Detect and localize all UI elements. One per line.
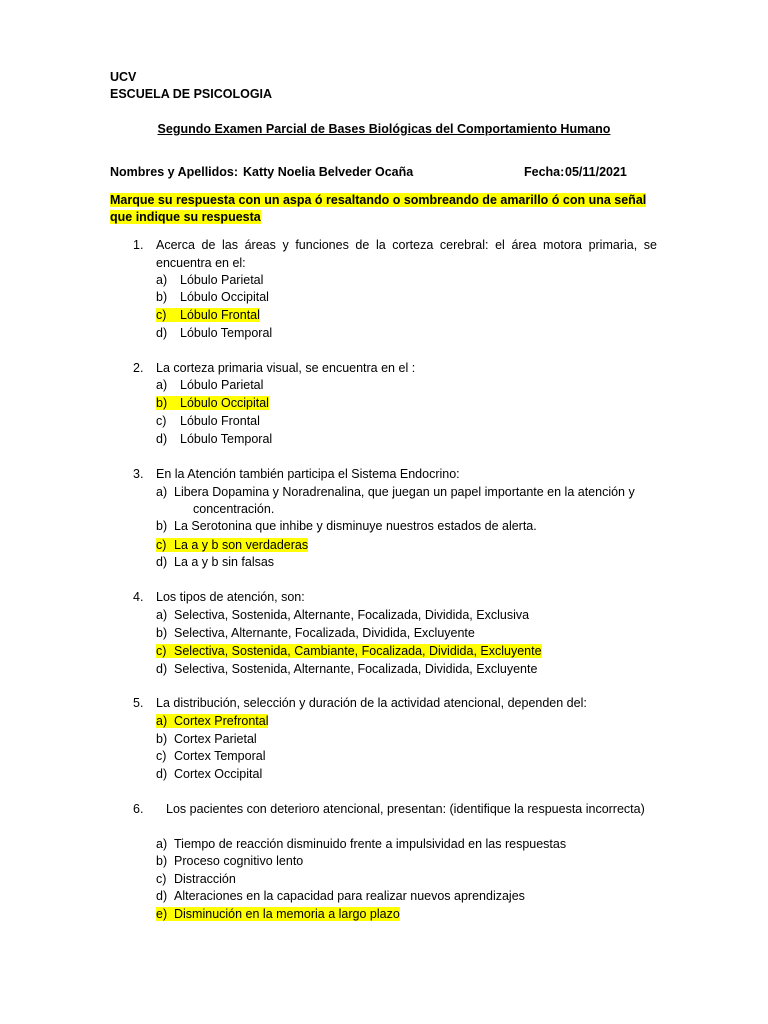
student-name: Katty Noelia Belveder Ocaña bbox=[243, 165, 414, 179]
option-text: La a y b son verdaderas bbox=[174, 538, 309, 552]
option-d[interactable] bbox=[156, 431, 272, 448]
option-c[interactable] bbox=[156, 748, 265, 765]
question-number: 3. bbox=[133, 467, 144, 481]
option-letter: b) bbox=[156, 854, 168, 868]
question-text: En la Atención también participa el Sistema Endocrino: bbox=[156, 467, 460, 481]
option-letter: b) bbox=[156, 732, 168, 746]
question-text: Acerca de las áreas y funciones de la corteza cerebral: el área motora primaria, se encuentra en el: bbox=[156, 238, 657, 270]
exam-title: Segundo Examen Parcial de Bases Biológicas del Comportamiento Humano bbox=[157, 122, 611, 136]
option-c[interactable] bbox=[156, 413, 260, 430]
option-letter: b) bbox=[156, 519, 168, 533]
option-e-selected[interactable] bbox=[156, 906, 400, 923]
option-a[interactable] bbox=[156, 272, 263, 289]
option-text: Selectiva, Alternante, Focalizada, Dividida, Excluyente bbox=[174, 626, 475, 640]
option-text: Proceso cognitivo lento bbox=[174, 854, 304, 868]
option-c-selected[interactable] bbox=[156, 643, 542, 660]
option-a[interactable] bbox=[156, 836, 566, 853]
option-c-selected[interactable] bbox=[156, 537, 308, 554]
school-name: ESCUELA DE PSICOLOGIA bbox=[110, 87, 273, 101]
option-b[interactable] bbox=[156, 625, 475, 642]
option-text: Cortex Temporal bbox=[174, 749, 266, 763]
question-number: 5. bbox=[133, 696, 144, 710]
option-letter: e) bbox=[156, 907, 168, 921]
option-a[interactable] bbox=[156, 484, 635, 501]
option-text: Cortex Prefrontal bbox=[174, 714, 269, 728]
option-b[interactable] bbox=[156, 518, 537, 535]
option-b-selected[interactable] bbox=[156, 395, 269, 412]
option-c-selected[interactable] bbox=[156, 307, 260, 324]
option-text: Tiempo de reacción disminuido frente a impulsividad en las respuestas bbox=[174, 837, 567, 851]
option-b[interactable] bbox=[156, 289, 269, 306]
option-text: Lóbulo Occipital bbox=[180, 396, 269, 410]
option-text: Lóbulo Frontal bbox=[180, 308, 260, 322]
selected-answer-highlight bbox=[156, 308, 260, 322]
option-letter: b) bbox=[156, 626, 168, 640]
instruction-line-2 bbox=[110, 209, 261, 226]
option-a[interactable] bbox=[156, 607, 529, 624]
option-letter: d) bbox=[156, 326, 168, 340]
option-a-continuation: concentración. bbox=[193, 502, 275, 516]
option-a[interactable] bbox=[156, 377, 263, 394]
option-letter: c) bbox=[156, 872, 167, 886]
option-d[interactable] bbox=[156, 325, 272, 342]
instruction-line-1 bbox=[110, 192, 646, 209]
option-letter: d) bbox=[156, 555, 168, 569]
option-d[interactable] bbox=[156, 554, 274, 571]
selected-answer-highlight bbox=[156, 714, 268, 728]
option-c[interactable] bbox=[156, 871, 236, 888]
option-letter: c) bbox=[156, 308, 167, 322]
option-letter: d) bbox=[156, 889, 168, 903]
option-b[interactable] bbox=[156, 731, 257, 748]
option-letter: c) bbox=[156, 538, 167, 552]
option-text: Lóbulo Parietal bbox=[180, 273, 264, 287]
option-letter: b) bbox=[156, 396, 168, 410]
selected-answer-highlight bbox=[156, 538, 308, 552]
question-number: 1. bbox=[133, 238, 144, 252]
option-text: Alteraciones en la capacidad para realizar nuevos aprendizajes bbox=[174, 889, 525, 903]
option-text: Cortex Parietal bbox=[174, 732, 257, 746]
question-text: Los tipos de atención, son: bbox=[156, 590, 305, 604]
option-text: Lóbulo Temporal bbox=[180, 432, 273, 446]
option-text: La a y b sin falsas bbox=[174, 555, 275, 569]
instruction-text-1: Marque su respuesta con un aspa ó resaltando o sombreando de amarillo ó con una señal bbox=[110, 193, 647, 207]
option-text: Libera Dopamina y Noradrenalina, que juegan un papel importante en la atención y bbox=[174, 485, 635, 499]
option-letter: a) bbox=[156, 608, 168, 622]
option-text: Lóbulo Occipital bbox=[180, 290, 269, 304]
option-letter: c) bbox=[156, 414, 167, 428]
option-b[interactable] bbox=[156, 853, 303, 870]
option-letter: a) bbox=[156, 378, 168, 392]
name-label: Nombres y Apellidos: bbox=[110, 165, 239, 179]
selected-answer-highlight bbox=[156, 644, 542, 658]
option-letter: d) bbox=[156, 432, 168, 446]
option-letter: c) bbox=[156, 644, 167, 658]
option-text: Distracción bbox=[174, 872, 236, 886]
instruction-text-2: que indique su respuesta bbox=[110, 210, 261, 224]
option-letter: a) bbox=[156, 485, 168, 499]
option-d[interactable] bbox=[156, 766, 262, 783]
option-text: Selectiva, Sostenida, Cambiante, Focalizada, Dividida, Excluyente bbox=[174, 644, 542, 658]
option-d[interactable] bbox=[156, 661, 537, 678]
option-letter: d) bbox=[156, 662, 168, 676]
question-number: 6. bbox=[133, 802, 144, 816]
option-text: Lóbulo Frontal bbox=[180, 414, 260, 428]
option-text: La Serotonina que inhibe y disminuye nuestros estados de alerta. bbox=[174, 519, 537, 533]
selected-answer-highlight bbox=[156, 907, 400, 921]
option-d[interactable] bbox=[156, 888, 525, 905]
option-letter: c) bbox=[156, 749, 167, 763]
question-text: Los pacientes con deterioro atencional, presentan: (identifique la respuesta incorrecta) bbox=[166, 802, 645, 816]
option-a-selected[interactable] bbox=[156, 713, 268, 730]
option-text: Lóbulo Parietal bbox=[180, 378, 264, 392]
option-letter: b) bbox=[156, 290, 168, 304]
exam-date: 05/11/2021 bbox=[565, 165, 627, 179]
option-letter: a) bbox=[156, 837, 168, 851]
option-text: Selectiva, Sostenida, Alternante, Focalizada, Dividida, Exclusiva bbox=[174, 608, 530, 622]
selected-answer-highlight bbox=[156, 396, 269, 410]
option-letter: a) bbox=[156, 714, 168, 728]
option-letter: d) bbox=[156, 767, 168, 781]
question-text: La corteza primaria visual, se encuentra en el : bbox=[156, 361, 416, 375]
option-letter: a) bbox=[156, 273, 168, 287]
question-text: La distribución, selección y duración de la actividad atencional, dependen del: bbox=[156, 696, 587, 710]
option-text: Cortex Occipital bbox=[174, 767, 263, 781]
option-text: Disminución en la memoria a largo plazo bbox=[174, 907, 400, 921]
question-number: 4. bbox=[133, 590, 144, 604]
university-name: UCV bbox=[110, 70, 137, 84]
option-text: Selectiva, Sostenida, Alternante, Focalizada, Dividida, Excluyente bbox=[174, 662, 538, 676]
option-text: Lóbulo Temporal bbox=[180, 326, 273, 340]
date-label: Fecha: bbox=[524, 165, 565, 179]
question-number: 2. bbox=[133, 361, 144, 375]
